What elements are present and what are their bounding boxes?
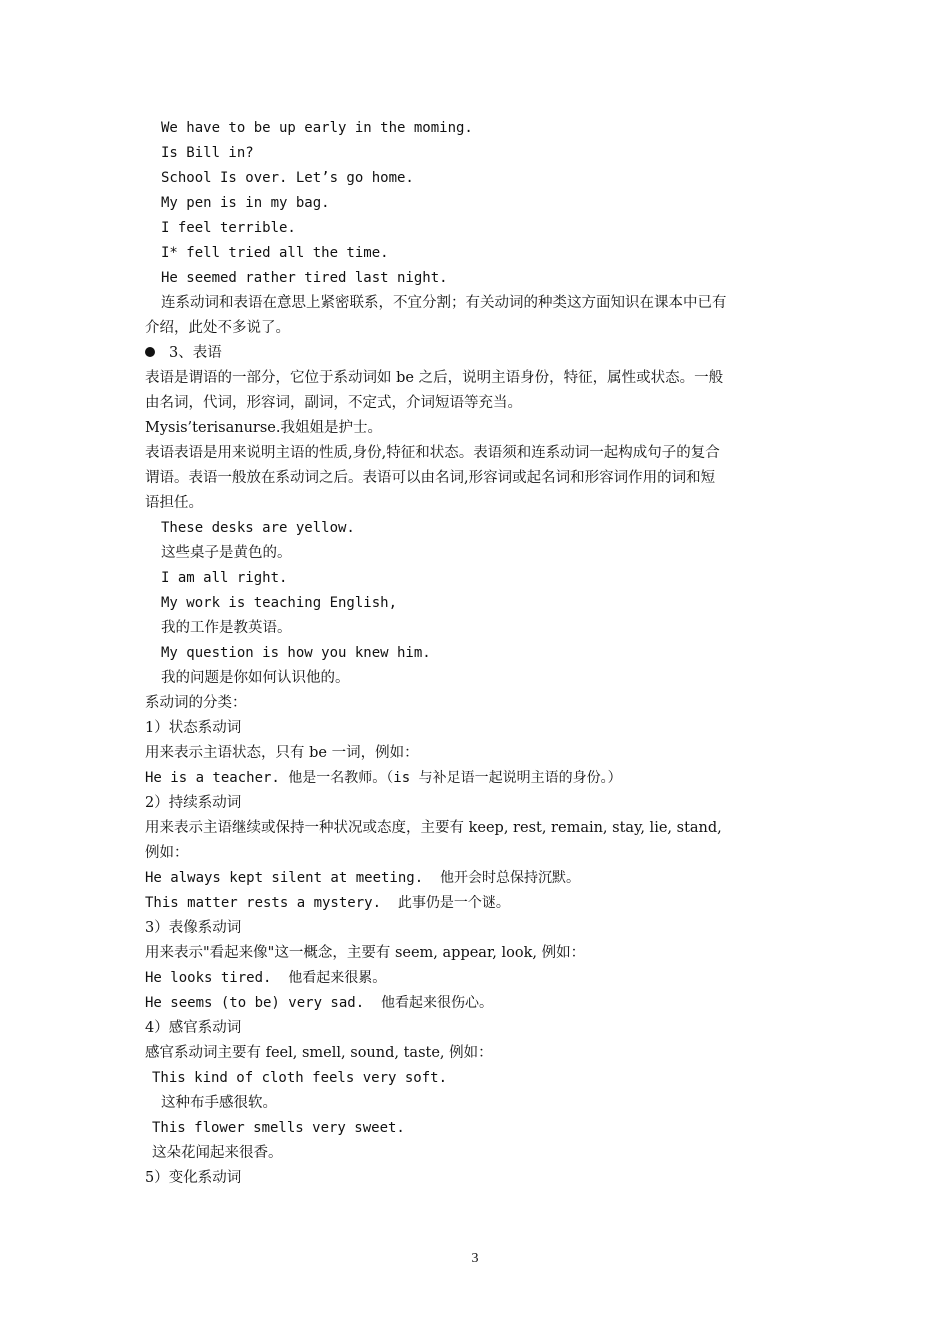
example-sentence: He seemed rather tired last night. — [161, 270, 448, 286]
page-number: 3 — [471, 1251, 479, 1266]
translation-text: 我的问题是你如何认识他的。 — [161, 670, 350, 686]
section-heading — [145, 341, 810, 366]
example-sentence: I* fell tried all the time. — [161, 245, 389, 261]
example-sentence: School Is over. Let’s go home. — [161, 170, 414, 186]
translation-text: 这些桌子是黄色的。 — [161, 545, 292, 561]
example-sentence: My pen is in my bag. — [161, 195, 330, 211]
paragraph-text: 用来表示主语继续或保持一种状况或态度，主要有 keep, rest, remain, stay, lie, stand, — [145, 820, 722, 836]
paragraph-text: 例如： — [145, 845, 189, 861]
paragraph-text: Mysis’terisanurse.我姐姐是护士。 — [145, 420, 382, 436]
paragraph-text: 用来表示主语状态，只有 be 一词，例如： — [145, 745, 419, 761]
example-sentence: We have to be up early in the moming. — [161, 120, 473, 136]
example-sentence: My question is how you knew him. — [161, 645, 431, 661]
paragraph-text: 谓语。表语一般放在系动词之后。表语可以由名词,形容词或起名词和形容词作用的词和短 — [145, 470, 716, 486]
example-sentence: My work is teaching English, — [161, 595, 398, 611]
example-sentence: I am all right. — [161, 570, 288, 586]
paragraph-text: 由名词，代词，形容词，副词，不定式，介词短语等充当。 — [145, 395, 522, 411]
translation-text: 这种布手感很软。 — [161, 1095, 277, 1111]
subsection-heading: 4）感官系动词 — [145, 1020, 242, 1036]
section-heading-label: 3、表语 — [169, 345, 222, 361]
example-sentence: This matter rests a mystery. 此事仍是一个谜。 — [145, 895, 510, 911]
subsection-heading: 系动词的分类： — [145, 695, 247, 711]
paragraph-text: 介绍，此处不多说了。 — [145, 320, 290, 336]
paragraph-text: 表语表语是用来说明主语的性质,身份,特征和状态。表语须和连系动词一起构成句子的复合 — [145, 445, 720, 461]
example-sentence: He always kept silent at meeting. 他开会时总保持沉默。 — [145, 870, 581, 886]
example-sentence: I feel terrible. — [161, 220, 296, 236]
translation-text: 我的工作是教英语。 — [161, 620, 292, 636]
example-sentence: Is Bill in? — [161, 145, 254, 161]
subsection-heading: 1）状态系动词 — [145, 720, 242, 736]
paragraph-text: 感官系动词主要有 feel, smell, sound, taste, 例如： — [145, 1045, 493, 1061]
bullet-icon — [145, 347, 155, 357]
paragraph-text: 连系动词和表语在意思上紧密联系，不宜分割；有关动词的种类这方面知识在课本中已有 — [161, 295, 727, 311]
example-sentence: These desks are yellow. — [161, 520, 355, 536]
example-sentence: He looks tired. 他看起来很累。 — [145, 970, 387, 986]
paragraph-text: 表语是谓语的一部分，它位于系动词如 be 之后，说明主语身份，特征，属性或状态。一般 — [145, 370, 724, 386]
example-sentence: He is a teacher. 他是一名教师。（is 与补足语一起说明主语的身份。） — [145, 770, 622, 786]
paragraph-text: 用来表示"看起来像"这一概念，主要有 seem, appear, look, 例如： — [145, 945, 586, 961]
subsection-heading: 2）持续系动词 — [145, 795, 242, 811]
translation-text: 这朵花闻起来很香。 — [152, 1145, 283, 1161]
subsection-heading: 3）表像系动词 — [145, 920, 242, 936]
paragraph-text: 语担任。 — [145, 495, 203, 511]
subsection-heading: 5）变化系动词 — [145, 1170, 242, 1186]
example-sentence: He seems (to be) very sad. 他看起来很伤心。 — [145, 995, 494, 1011]
example-sentence: This kind of cloth feels very soft. — [152, 1070, 448, 1086]
example-sentence: This flower smells very sweet. — [152, 1120, 405, 1136]
